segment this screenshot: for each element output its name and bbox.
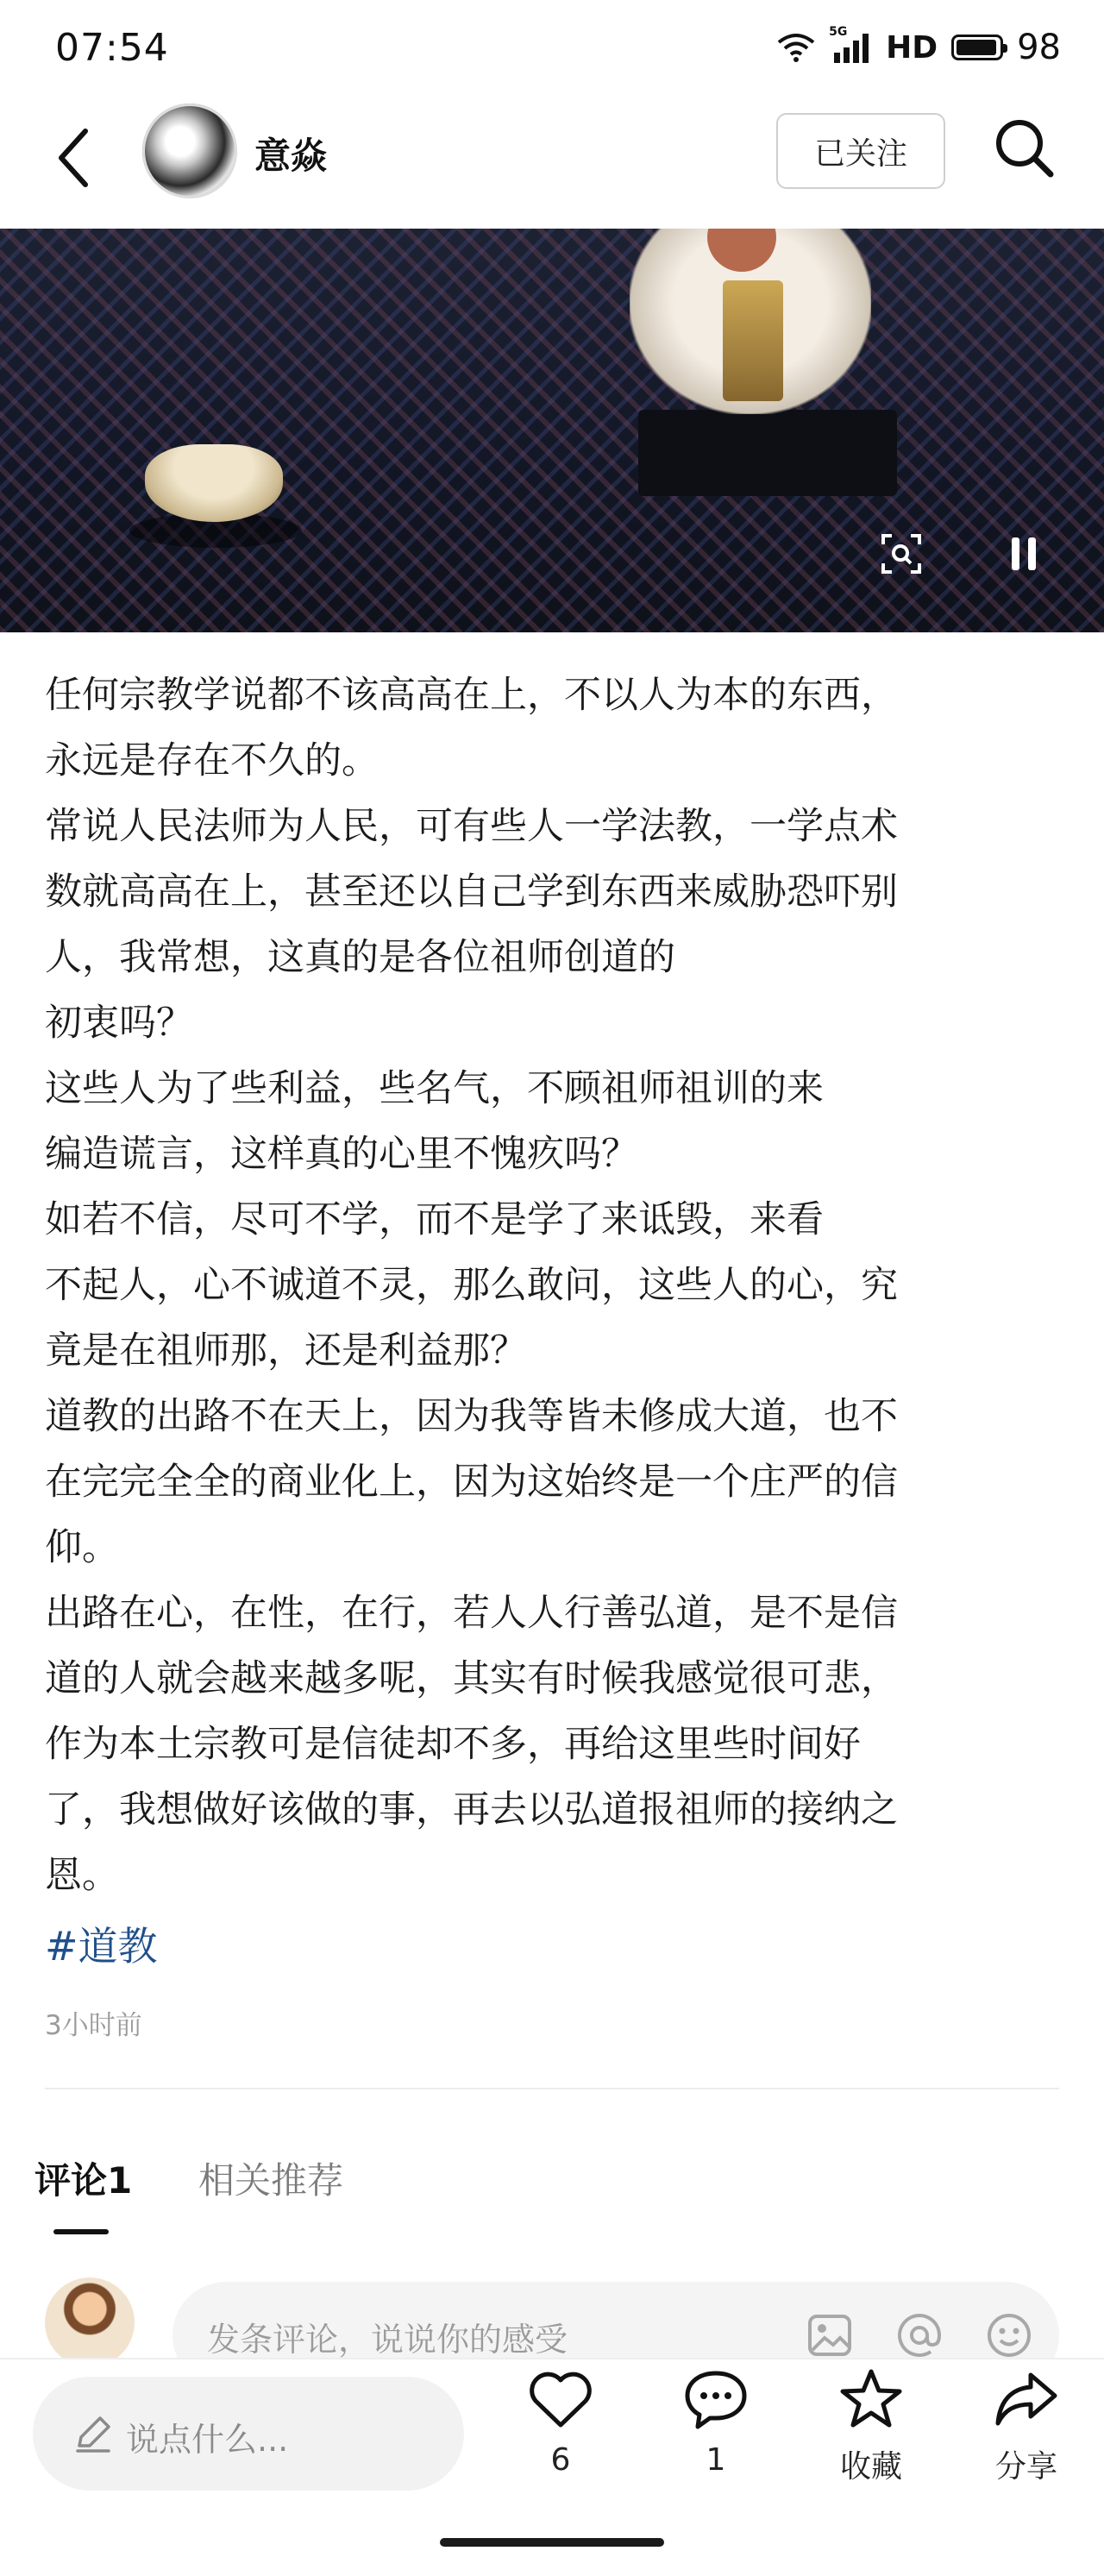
- post-text-line: 如若不信，尽可不学，而不是学了来诋毁，来看: [45, 1198, 824, 1241]
- post-text-line: 竟是在祖师那，还是利益那？: [45, 1329, 527, 1373]
- back-icon: [56, 128, 91, 188]
- favorite-button[interactable]: [819, 2368, 923, 2486]
- network-type: 5G: [829, 25, 848, 39]
- tab-related[interactable]: 相关推荐: [198, 2159, 344, 2202]
- post-text-line: 人，我常想，这真的是各位祖师创道的: [45, 936, 675, 979]
- battery-icon: [951, 35, 1003, 60]
- user-avatar: [45, 2278, 135, 2367]
- say-placeholder: 说点什么...: [126, 2421, 289, 2459]
- status-time: 07:54: [55, 26, 169, 70]
- battery-level: 98: [1017, 28, 1061, 67]
- divider: [45, 2088, 1059, 2089]
- post-text-line: 不起人，心不诚道不灵，那么敢问，这些人的心，究: [45, 1264, 898, 1307]
- post-text-line: 出路在心，在性，在行，若人人行善弘道，是不是信: [45, 1592, 898, 1635]
- post-text-line: 编造谎言，这样真的心里不愧疚吗？: [45, 1133, 638, 1176]
- video-frame-shape: [145, 444, 283, 522]
- screenshot-button[interactable]: [871, 524, 932, 584]
- star-icon: [837, 2368, 905, 2430]
- author-name[interactable]: 意焱: [254, 135, 328, 177]
- video-player[interactable]: [0, 229, 1104, 632]
- comment-button[interactable]: [664, 2368, 768, 2478]
- like-button[interactable]: [509, 2368, 612, 2478]
- pause-button[interactable]: [994, 524, 1054, 584]
- home-indicator[interactable]: [440, 2538, 664, 2547]
- mention-button[interactable]: [892, 2308, 947, 2363]
- image-button[interactable]: [802, 2308, 857, 2363]
- back-button[interactable]: [47, 119, 99, 197]
- video-frame-shape: [638, 410, 897, 496]
- at-icon: [896, 2312, 943, 2359]
- search-icon: [994, 117, 1056, 179]
- comment-placeholder: 发条评论，说说你的感受: [207, 2321, 568, 2359]
- tab-active-indicator: [53, 2229, 109, 2234]
- hd-label: HD: [886, 29, 938, 66]
- say-something-input[interactable]: [33, 2377, 464, 2491]
- post-text-line: 常说人民法师为人民，可有些人一学法教，一学点术: [45, 805, 898, 848]
- pause-icon: [1007, 534, 1041, 574]
- emoji-button[interactable]: [982, 2308, 1037, 2363]
- post-text-line: 这些人为了些利益，些名气，不顾祖师祖训的来: [45, 1067, 824, 1110]
- post-text-line: 数就高高在上，甚至还以自己学到东西来威胁恐吓别: [45, 870, 898, 914]
- comment-icon: [682, 2368, 750, 2430]
- post-text-line: 仰。: [45, 1526, 119, 1569]
- hashtag-link[interactable]: #道教: [45, 1923, 158, 1970]
- pencil-icon: [71, 2411, 116, 2456]
- post-timestamp: 3小时前: [45, 2010, 142, 2041]
- video-frame-shape: [723, 280, 783, 401]
- post-text-line: 恩。: [45, 1854, 119, 1897]
- share-label: 分享: [994, 2449, 1057, 2485]
- favorite-label: 收藏: [839, 2449, 902, 2485]
- comment-count: 1: [706, 2442, 726, 2478]
- screenshot-icon: [880, 532, 923, 575]
- emoji-icon: [986, 2312, 1032, 2359]
- follow-button[interactable]: 已关注: [776, 113, 945, 189]
- heart-icon: [527, 2368, 594, 2430]
- author-avatar[interactable]: [142, 104, 237, 198]
- signal-icon: [829, 25, 872, 65]
- post-text-line: 作为本土宗教可是信徒却不多，再给这里些时间好: [45, 1723, 861, 1766]
- tab-comments[interactable]: 评论1: [34, 2159, 133, 2202]
- status-bar: [0, 0, 1104, 95]
- status-indicators: [777, 26, 1061, 69]
- share-button[interactable]: [975, 2368, 1078, 2486]
- post-text-line: 初衷吗？: [45, 1002, 193, 1045]
- post-text-line: 任何宗教学说都不该高高在上，不以人为本的东西，: [45, 674, 898, 717]
- share-icon: [993, 2368, 1060, 2430]
- top-nav: [0, 95, 1104, 229]
- post-text-line: 道教的出路不在天上，因为我等皆未修成大道，也不: [45, 1395, 898, 1438]
- wifi-icon: [777, 32, 815, 63]
- post-text-line: 道的人就会越来越多呢，其实有时候我感觉很可悲，: [45, 1657, 898, 1700]
- post-text-line: 了，我想做好该做的事，再去以弘道报祖师的接纳之: [45, 1788, 898, 1831]
- post-text-line: 永远是存在不久的。: [45, 739, 379, 782]
- like-count: 6: [550, 2442, 571, 2478]
- post-text-line: 在完完全全的商业化上，因为这始终是一个庄严的信: [45, 1461, 898, 1504]
- image-icon: [807, 2314, 852, 2357]
- search-button[interactable]: [990, 114, 1059, 183]
- post-body: [45, 663, 1059, 2042]
